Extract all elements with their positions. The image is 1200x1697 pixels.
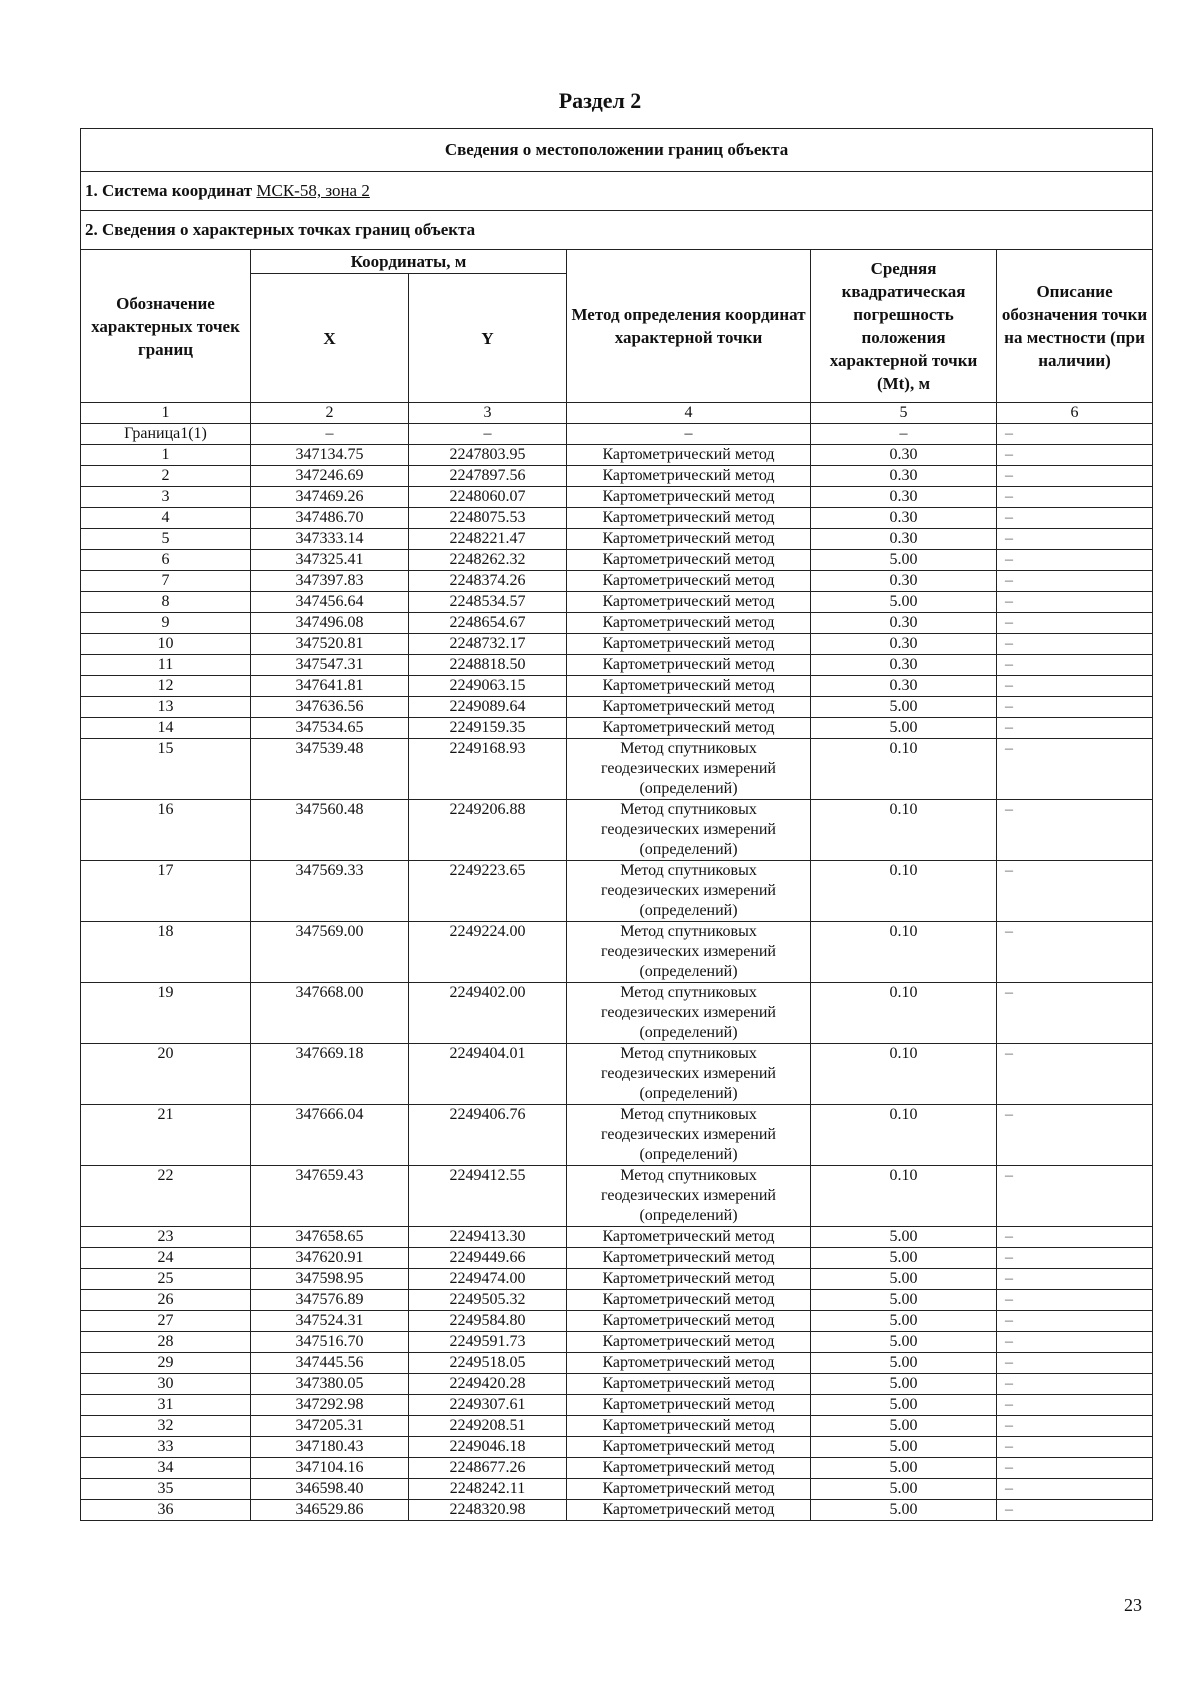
error-cell: 5.00 — [811, 1311, 997, 1332]
method-cell: Метод спутниковых геодезических измерений (определений) — [567, 1166, 811, 1227]
description-cell: – — [997, 634, 1153, 655]
error-cell: 5.00 — [811, 1395, 997, 1416]
error-cell: 5.00 — [811, 1353, 997, 1374]
description-cell: – — [997, 1500, 1153, 1521]
table-row — [81, 718, 1153, 739]
description-cell: – — [997, 1166, 1153, 1227]
description-cell: – — [997, 1044, 1153, 1105]
header-x: X — [251, 274, 409, 403]
x-cell: 347180.43 — [251, 1437, 409, 1458]
x-cell: 346598.40 — [251, 1479, 409, 1500]
error-cell: 0.10 — [811, 1044, 997, 1105]
description-cell: – — [997, 1416, 1153, 1437]
table-row — [81, 922, 1153, 983]
x-cell: 347658.65 — [251, 1227, 409, 1248]
description-cell: – — [997, 508, 1153, 529]
x-cell: 346529.86 — [251, 1500, 409, 1521]
method-cell: Метод спутниковых геодезических измерений (определений) — [567, 800, 811, 861]
error-cell: 5.00 — [811, 1374, 997, 1395]
table-row — [81, 1290, 1153, 1311]
x-cell: 347104.16 — [251, 1458, 409, 1479]
method-cell: Метод спутниковых геодезических измерений (определений) — [567, 1044, 811, 1105]
y-cell: 2248075.53 — [409, 508, 567, 529]
table-row — [81, 739, 1153, 800]
table-row — [81, 1500, 1153, 1521]
table-row — [81, 1458, 1153, 1479]
y-cell: 2248060.07 — [409, 487, 567, 508]
point-id-cell: 32 — [81, 1416, 251, 1437]
y-cell: 2249208.51 — [409, 1416, 567, 1437]
x-cell: 347659.43 — [251, 1166, 409, 1227]
point-id-cell: 6 — [81, 550, 251, 571]
method-cell: Картометрический метод — [567, 655, 811, 676]
x-cell: 347666.04 — [251, 1105, 409, 1166]
description-cell: – — [997, 1395, 1153, 1416]
y-cell: 2249307.61 — [409, 1395, 567, 1416]
error-cell: 5.00 — [811, 1227, 997, 1248]
method-cell: Метод спутниковых геодезических измерений (определений) — [567, 1105, 811, 1166]
description-cell: – — [997, 1353, 1153, 1374]
y-cell: 2249412.55 — [409, 1166, 567, 1227]
header-coords: Координаты, м — [251, 250, 567, 274]
method-cell: Картометрический метод — [567, 1290, 811, 1311]
method-cell: Картометрический метод — [567, 634, 811, 655]
error-cell: 0.30 — [811, 613, 997, 634]
method-cell: Картометрический метод — [567, 1227, 811, 1248]
x-cell: 347496.08 — [251, 613, 409, 634]
point-id-cell: 3 — [81, 487, 251, 508]
x-cell: 347576.89 — [251, 1290, 409, 1311]
point-id-cell: 9 — [81, 613, 251, 634]
x-cell: 347380.05 — [251, 1374, 409, 1395]
column-number: 6 — [997, 403, 1153, 424]
error-cell: 5.00 — [811, 718, 997, 739]
point-id-cell: 31 — [81, 1395, 251, 1416]
error-cell: 5.00 — [811, 1290, 997, 1311]
x-cell: 347516.70 — [251, 1332, 409, 1353]
y-cell: 2248242.11 — [409, 1479, 567, 1500]
y-cell: 2249223.65 — [409, 861, 567, 922]
description-cell: – — [997, 800, 1153, 861]
error-cell: 5.00 — [811, 1248, 997, 1269]
method-cell: Метод спутниковых геодезических измерений (определений) — [567, 739, 811, 800]
description-cell: – — [997, 676, 1153, 697]
point-id-cell: 33 — [81, 1437, 251, 1458]
point-id-cell: 28 — [81, 1332, 251, 1353]
x-cell: 347205.31 — [251, 1416, 409, 1437]
description-cell: – — [997, 1437, 1153, 1458]
method-cell: Картометрический метод — [567, 1248, 811, 1269]
y-cell: 2248534.57 — [409, 592, 567, 613]
point-id-cell: 30 — [81, 1374, 251, 1395]
method-cell: Картометрический метод — [567, 529, 811, 550]
description-cell: – — [997, 487, 1153, 508]
point-id-cell: 4 — [81, 508, 251, 529]
error-cell: 0.10 — [811, 922, 997, 983]
x-cell: 347246.69 — [251, 466, 409, 487]
point-id-cell: Граница1(1) — [81, 424, 251, 445]
table-row — [81, 1044, 1153, 1105]
point-id-cell: 29 — [81, 1353, 251, 1374]
description-cell: – — [997, 424, 1153, 445]
point-id-cell: 27 — [81, 1311, 251, 1332]
method-cell: Метод спутниковых геодезических измерений (определений) — [567, 861, 811, 922]
x-cell: 347520.81 — [251, 634, 409, 655]
section-title: Сведения о местоположении границ объекта — [81, 129, 1153, 172]
method-cell: Картометрический метод — [567, 550, 811, 571]
column-number: 3 — [409, 403, 567, 424]
x-cell: 347569.33 — [251, 861, 409, 922]
table-row — [81, 1437, 1153, 1458]
x-cell: 347641.81 — [251, 676, 409, 697]
header-y: Y — [409, 274, 567, 403]
table-row — [81, 445, 1153, 466]
y-cell: 2249404.01 — [409, 1044, 567, 1105]
y-cell: 2248654.67 — [409, 613, 567, 634]
description-cell: – — [997, 983, 1153, 1044]
x-cell: 347325.41 — [251, 550, 409, 571]
error-cell: 0.30 — [811, 487, 997, 508]
description-cell: – — [997, 697, 1153, 718]
method-cell: Картометрический метод — [567, 1416, 811, 1437]
description-cell: – — [997, 1479, 1153, 1500]
boundary-points-table — [80, 128, 1153, 1521]
page-title: Раздел 2 — [558, 88, 642, 113]
error-cell: 5.00 — [811, 1458, 997, 1479]
y-cell: 2248221.47 — [409, 529, 567, 550]
y-cell: 2249168.93 — [409, 739, 567, 800]
error-cell: 0.10 — [811, 739, 997, 800]
point-id-cell: 18 — [81, 922, 251, 983]
x-cell: 347669.18 — [251, 1044, 409, 1105]
method-cell: Картометрический метод — [567, 1395, 811, 1416]
x-cell: 347534.65 — [251, 718, 409, 739]
y-cell: 2249449.66 — [409, 1248, 567, 1269]
error-cell: 0.30 — [811, 634, 997, 655]
method-cell: Метод спутниковых геодезических измерений (определений) — [567, 922, 811, 983]
table-row — [81, 1416, 1153, 1437]
description-cell: – — [997, 592, 1153, 613]
table-row — [81, 983, 1153, 1044]
point-id-cell: 12 — [81, 676, 251, 697]
table-row — [81, 487, 1153, 508]
method-cell: Картометрический метод — [567, 613, 811, 634]
table-row — [81, 1105, 1153, 1166]
x-cell: 347547.31 — [251, 655, 409, 676]
table-row — [81, 655, 1153, 676]
description-cell: – — [997, 529, 1153, 550]
point-id-cell: 20 — [81, 1044, 251, 1105]
table-row — [81, 1166, 1153, 1227]
error-cell: 0.10 — [811, 861, 997, 922]
method-cell: Картометрический метод — [567, 1332, 811, 1353]
method-cell: Картометрический метод — [567, 592, 811, 613]
y-cell: 2248677.26 — [409, 1458, 567, 1479]
x-cell: 347486.70 — [251, 508, 409, 529]
y-cell: 2248732.17 — [409, 634, 567, 655]
table-row — [81, 1479, 1153, 1500]
error-cell: 5.00 — [811, 592, 997, 613]
error-cell: 5.00 — [811, 1500, 997, 1521]
method-cell: Картометрический метод — [567, 445, 811, 466]
y-cell: 2248818.50 — [409, 655, 567, 676]
error-cell: 5.00 — [811, 1437, 997, 1458]
x-cell: 347456.64 — [251, 592, 409, 613]
point-id-cell: 2 — [81, 466, 251, 487]
point-id-cell: 17 — [81, 861, 251, 922]
table-body — [81, 424, 1153, 1521]
error-cell: 0.30 — [811, 508, 997, 529]
description-cell: – — [997, 1227, 1153, 1248]
table-row — [81, 592, 1153, 613]
x-cell: 347636.56 — [251, 697, 409, 718]
y-cell: 2249206.88 — [409, 800, 567, 861]
x-cell: 347292.98 — [251, 1395, 409, 1416]
method-cell: Картометрический метод — [567, 1374, 811, 1395]
error-cell: 5.00 — [811, 1416, 997, 1437]
description-cell: – — [997, 1311, 1153, 1332]
error-cell: 5.00 — [811, 1332, 997, 1353]
table-row — [81, 1353, 1153, 1374]
column-number: 5 — [811, 403, 997, 424]
description-cell: – — [997, 718, 1153, 739]
description-cell: – — [997, 861, 1153, 922]
table-row — [81, 1227, 1153, 1248]
error-cell: 0.30 — [811, 445, 997, 466]
x-cell: 347134.75 — [251, 445, 409, 466]
x-cell: 347668.00 — [251, 983, 409, 1044]
table-row — [81, 1374, 1153, 1395]
method-cell: Картометрический метод — [567, 1437, 811, 1458]
y-cell: 2249402.00 — [409, 983, 567, 1044]
y-cell: 2249406.76 — [409, 1105, 567, 1166]
description-cell: – — [997, 1290, 1153, 1311]
y-cell: 2249159.35 — [409, 718, 567, 739]
point-id-cell: 8 — [81, 592, 251, 613]
method-cell: Картометрический метод — [567, 1311, 811, 1332]
description-cell: – — [997, 1269, 1153, 1290]
page-number: 23 — [1124, 1595, 1142, 1615]
table-row — [81, 861, 1153, 922]
table-row — [81, 550, 1153, 571]
error-cell: 0.10 — [811, 983, 997, 1044]
table-row — [81, 1248, 1153, 1269]
method-cell: – — [567, 424, 811, 445]
method-cell: Картометрический метод — [567, 1458, 811, 1479]
coord-system-label: 1. Система координат — [85, 181, 253, 200]
header-description: Описание обозначения точки на местности (при наличии) — [997, 250, 1153, 403]
method-cell: Картометрический метод — [567, 718, 811, 739]
error-cell: 5.00 — [811, 1269, 997, 1290]
point-id-cell: 35 — [81, 1479, 251, 1500]
error-cell: 0.30 — [811, 571, 997, 592]
point-id-cell: 21 — [81, 1105, 251, 1166]
error-cell: 5.00 — [811, 550, 997, 571]
method-cell: Картометрический метод — [567, 1500, 811, 1521]
error-cell: 0.30 — [811, 676, 997, 697]
point-id-cell: 25 — [81, 1269, 251, 1290]
description-cell: – — [997, 466, 1153, 487]
description-cell: – — [997, 1458, 1153, 1479]
x-cell: – — [251, 424, 409, 445]
y-cell: 2248320.98 — [409, 1500, 567, 1521]
y-cell: 2247897.56 — [409, 466, 567, 487]
point-id-cell: 22 — [81, 1166, 251, 1227]
error-cell: 0.30 — [811, 529, 997, 550]
y-cell: 2249505.32 — [409, 1290, 567, 1311]
description-cell: – — [997, 655, 1153, 676]
method-cell: Картометрический метод — [567, 1479, 811, 1500]
header-point: Обозначение характерных точек границ — [81, 250, 251, 403]
x-cell: 347560.48 — [251, 800, 409, 861]
table-row — [81, 697, 1153, 718]
point-id-cell: 7 — [81, 571, 251, 592]
method-cell: Картометрический метод — [567, 571, 811, 592]
y-cell: 2249584.80 — [409, 1311, 567, 1332]
description-cell: – — [997, 1332, 1153, 1353]
y-cell: – — [409, 424, 567, 445]
x-cell: 347333.14 — [251, 529, 409, 550]
error-cell: 5.00 — [811, 697, 997, 718]
x-cell: 347620.91 — [251, 1248, 409, 1269]
method-cell: Картометрический метод — [567, 1269, 811, 1290]
description-cell: – — [997, 550, 1153, 571]
x-cell: 347469.26 — [251, 487, 409, 508]
point-id-cell: 10 — [81, 634, 251, 655]
point-id-cell: 16 — [81, 800, 251, 861]
table-row — [81, 424, 1153, 445]
y-cell: 2249420.28 — [409, 1374, 567, 1395]
error-cell: 5.00 — [811, 1479, 997, 1500]
table-row — [81, 1395, 1153, 1416]
table-row — [81, 571, 1153, 592]
x-cell: 347524.31 — [251, 1311, 409, 1332]
point-id-cell: 23 — [81, 1227, 251, 1248]
table-row — [81, 634, 1153, 655]
y-cell: 2249474.00 — [409, 1269, 567, 1290]
x-cell: 347598.95 — [251, 1269, 409, 1290]
description-cell: – — [997, 1248, 1153, 1269]
points-heading: 2. Сведения о характерных точках границ объекта — [81, 211, 1153, 250]
y-cell: 2249089.64 — [409, 697, 567, 718]
point-id-cell: 15 — [81, 739, 251, 800]
table-row — [81, 1269, 1153, 1290]
table-row — [81, 613, 1153, 634]
table-row — [81, 1311, 1153, 1332]
header-error: Средняя квадратическая погрешность положения характерной точки (Mt), м — [811, 250, 997, 403]
error-cell: – — [811, 424, 997, 445]
point-id-cell: 36 — [81, 1500, 251, 1521]
method-cell: Метод спутниковых геодезических измерений (определений) — [567, 983, 811, 1044]
method-cell: Картометрический метод — [567, 466, 811, 487]
point-id-cell: 5 — [81, 529, 251, 550]
y-cell: 2249224.00 — [409, 922, 567, 983]
error-cell: 0.10 — [811, 1105, 997, 1166]
description-cell: – — [997, 922, 1153, 983]
description-cell: – — [997, 1105, 1153, 1166]
y-cell: 2249518.05 — [409, 1353, 567, 1374]
y-cell: 2249046.18 — [409, 1437, 567, 1458]
y-cell: 2249591.73 — [409, 1332, 567, 1353]
x-cell: 347397.83 — [251, 571, 409, 592]
method-cell: Картометрический метод — [567, 508, 811, 529]
table-row — [81, 1332, 1153, 1353]
y-cell: 2248374.26 — [409, 571, 567, 592]
description-cell: – — [997, 1374, 1153, 1395]
method-cell: Картометрический метод — [567, 1353, 811, 1374]
table-row — [81, 676, 1153, 697]
column-number-row — [81, 403, 1153, 424]
point-id-cell: 1 — [81, 445, 251, 466]
point-id-cell: 34 — [81, 1458, 251, 1479]
table-row — [81, 529, 1153, 550]
column-number: 2 — [251, 403, 409, 424]
y-cell: 2249063.15 — [409, 676, 567, 697]
error-cell: 0.10 — [811, 800, 997, 861]
description-cell: – — [997, 739, 1153, 800]
point-id-cell: 14 — [81, 718, 251, 739]
method-cell: Картометрический метод — [567, 697, 811, 718]
method-cell: Картометрический метод — [567, 676, 811, 697]
y-cell: 2249413.30 — [409, 1227, 567, 1248]
point-id-cell: 24 — [81, 1248, 251, 1269]
column-number: 1 — [81, 403, 251, 424]
description-cell: – — [997, 571, 1153, 592]
description-cell: – — [997, 613, 1153, 634]
error-cell: 0.30 — [811, 466, 997, 487]
point-id-cell: 26 — [81, 1290, 251, 1311]
coord-system-line — [81, 172, 1153, 211]
coord-system-value: МСК-58, зона 2 — [256, 181, 370, 200]
description-cell: – — [997, 445, 1153, 466]
table-row — [81, 466, 1153, 487]
x-cell: 347569.00 — [251, 922, 409, 983]
point-id-cell: 11 — [81, 655, 251, 676]
x-cell: 347445.56 — [251, 1353, 409, 1374]
point-id-cell: 13 — [81, 697, 251, 718]
method-cell: Картометрический метод — [567, 487, 811, 508]
y-cell: 2248262.32 — [409, 550, 567, 571]
x-cell: 347539.48 — [251, 739, 409, 800]
y-cell: 2247803.95 — [409, 445, 567, 466]
point-id-cell: 19 — [81, 983, 251, 1044]
table-row — [81, 800, 1153, 861]
column-number: 4 — [567, 403, 811, 424]
error-cell: 0.30 — [811, 655, 997, 676]
table-row — [81, 508, 1153, 529]
header-method: Метод определения координат характерной точки — [567, 250, 811, 403]
error-cell: 0.10 — [811, 1166, 997, 1227]
